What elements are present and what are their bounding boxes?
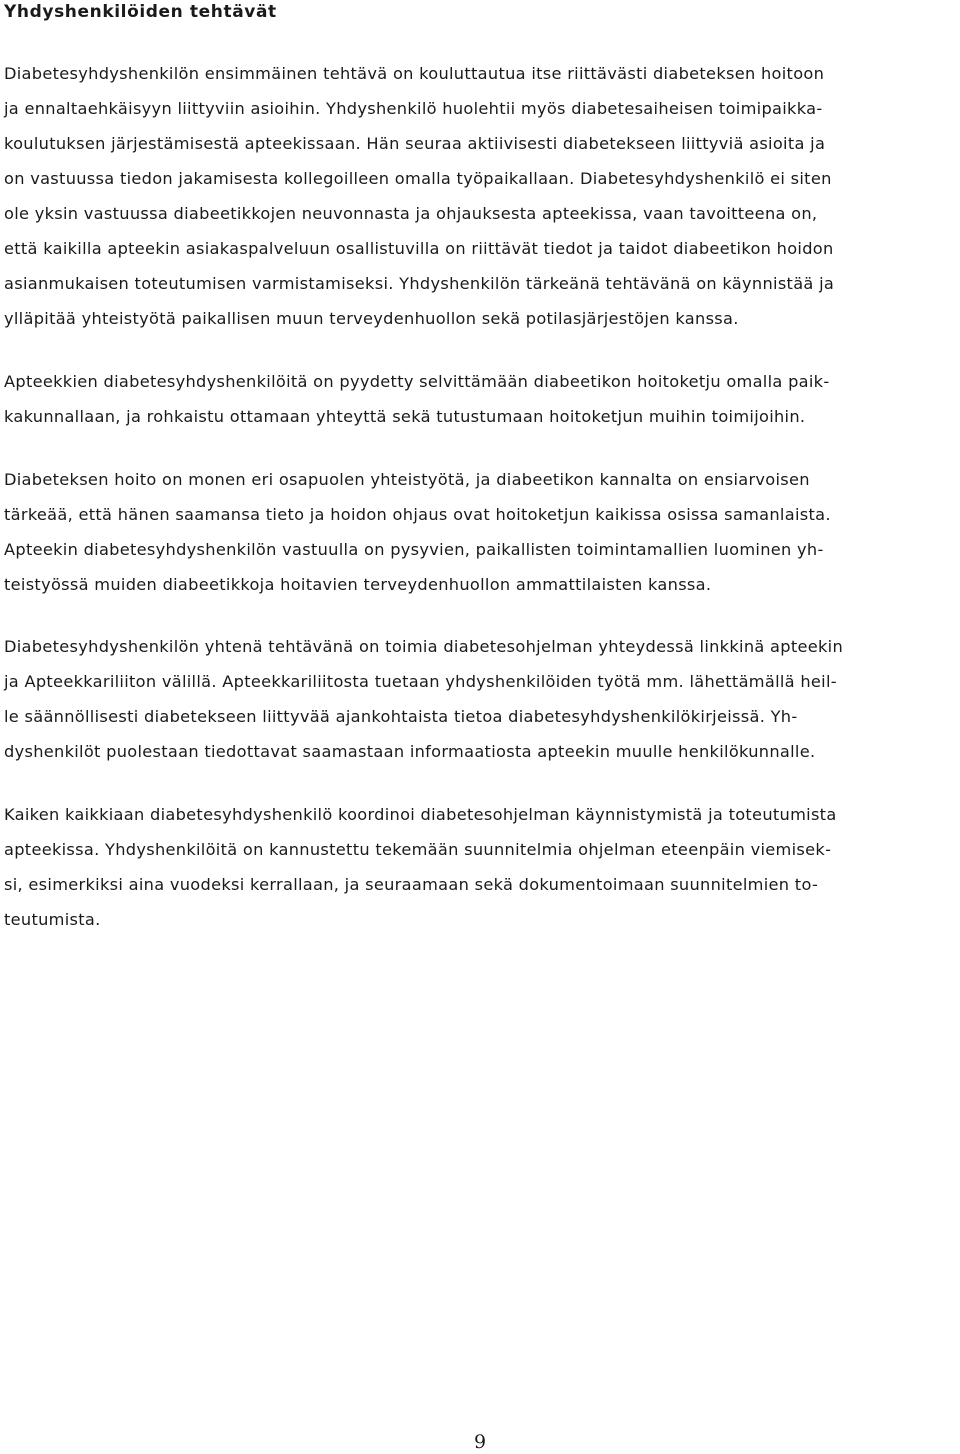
text-line: le säännöllisesti diabetekseen liittyvää ajankohtaista tietoa diabetesyhdyshenkilökirjeissä. Yh- xyxy=(4,707,798,726)
text-line: Apteekkien diabetesyhdyshenkilöitä on pyydetty selvittämään diabeetikon hoitoketju omalla paik- xyxy=(4,372,830,391)
paragraph-coordination xyxy=(4,797,837,937)
text-line: että kaikilla apteekin asiakaspalveluun osallistuvilla on riittävät tiedot ja taidot diabeetikon hoidon xyxy=(4,239,834,258)
paragraph-cooperation xyxy=(4,462,831,602)
page-number: 9 xyxy=(473,1431,487,1453)
text-line: Apteekin diabetesyhdyshenkilön vastuulla on pysyvien, paikallisten toimintamallien luominen yh- xyxy=(4,540,824,559)
text-line: teutumista. xyxy=(4,910,101,929)
text-line: tärkeää, että hänen saamansa tieto ja hoidon ohjaus ovat hoitoketjun kaikissa osissa samanlaista. xyxy=(4,505,831,524)
text-line: Diabeteksen hoito on monen eri osapuolen yhteistyötä, ja diabeetikon kannalta on ensiarvoisen xyxy=(4,470,810,489)
text-line: ja ennaltaehkäisyyn liittyviin asioihin. Yhdyshenkilö huolehtii myös diabetesaiheisen toimipaikka- xyxy=(4,99,823,118)
text-line: asianmukaisen toteutumisen varmistamiseksi. Yhdyshenkilön tärkeänä tehtävänä on käynnistää ja xyxy=(4,274,835,293)
text-line: ja Apteekkariliiton välillä. Apteekkariliitosta tuetaan yhdyshenkilöiden työtä mm. lähettämällä heil- xyxy=(4,672,837,691)
text-line: teistyössä muiden diabeetikkoja hoitavien terveydenhuollon ammattilaisten kanssa. xyxy=(4,575,712,594)
text-line: on vastuussa tiedon jakamisesta kollegoilleen omalla työpaikallaan. Diabetesyhdyshenkilö ei siten xyxy=(4,169,832,188)
text-line: koulutuksen järjestämisestä apteekissaan. Hän seuraa aktiivisesti diabetekseen liittyviä asioita ja xyxy=(4,134,826,153)
text-line: kakunnallaan, ja rohkaistu ottamaan yhteyttä sekä tutustumaan hoitoketjun muihin toimijoihin. xyxy=(4,407,806,426)
paragraph-contact-person-duties xyxy=(4,56,834,336)
paragraph-liaison-role xyxy=(4,629,843,769)
paragraph-care-chain xyxy=(4,364,829,434)
text-line: dyshenkilöt puolestaan tiedottavat saamastaan informaatiosta apteekin muulle henkilökunnalle. xyxy=(4,742,816,761)
text-line: Diabetesyhdyshenkilön yhtenä tehtävänä on toimia diabetesohjelman yhteydessä linkkinä apteekin xyxy=(4,637,844,656)
text-line: ole yksin vastuussa diabeetikkojen neuvonnasta ja ohjauksesta apteekissa, vaan tavoitteena on, xyxy=(4,204,818,223)
text-line: Diabetesyhdyshenkilön ensimmäinen tehtävä on kouluttautua itse riittävästi diabeteksen hoitoon xyxy=(4,64,825,83)
text-line: si, esimerkiksi aina vuodeksi kerrallaan, ja seuraamaan sekä dokumentoimaan suunnitelmien to- xyxy=(4,875,819,894)
section-heading: Yhdyshenkilöiden tehtävät xyxy=(4,2,277,22)
text-line: ylläpitää yhteistyötä paikallisen muun terveydenhuollon sekä potilasjärjestöjen kanssa. xyxy=(4,309,739,328)
text-line: apteekissa. Yhdyshenkilöitä on kannustettu tekemään suunnitelmia ohjelman eteenpäin viemisek- xyxy=(4,840,832,859)
text-line: Kaiken kaikkiaan diabetesyhdyshenkilö koordinoi diabetesohjelman käynnistymistä ja toteutumista xyxy=(4,805,837,824)
